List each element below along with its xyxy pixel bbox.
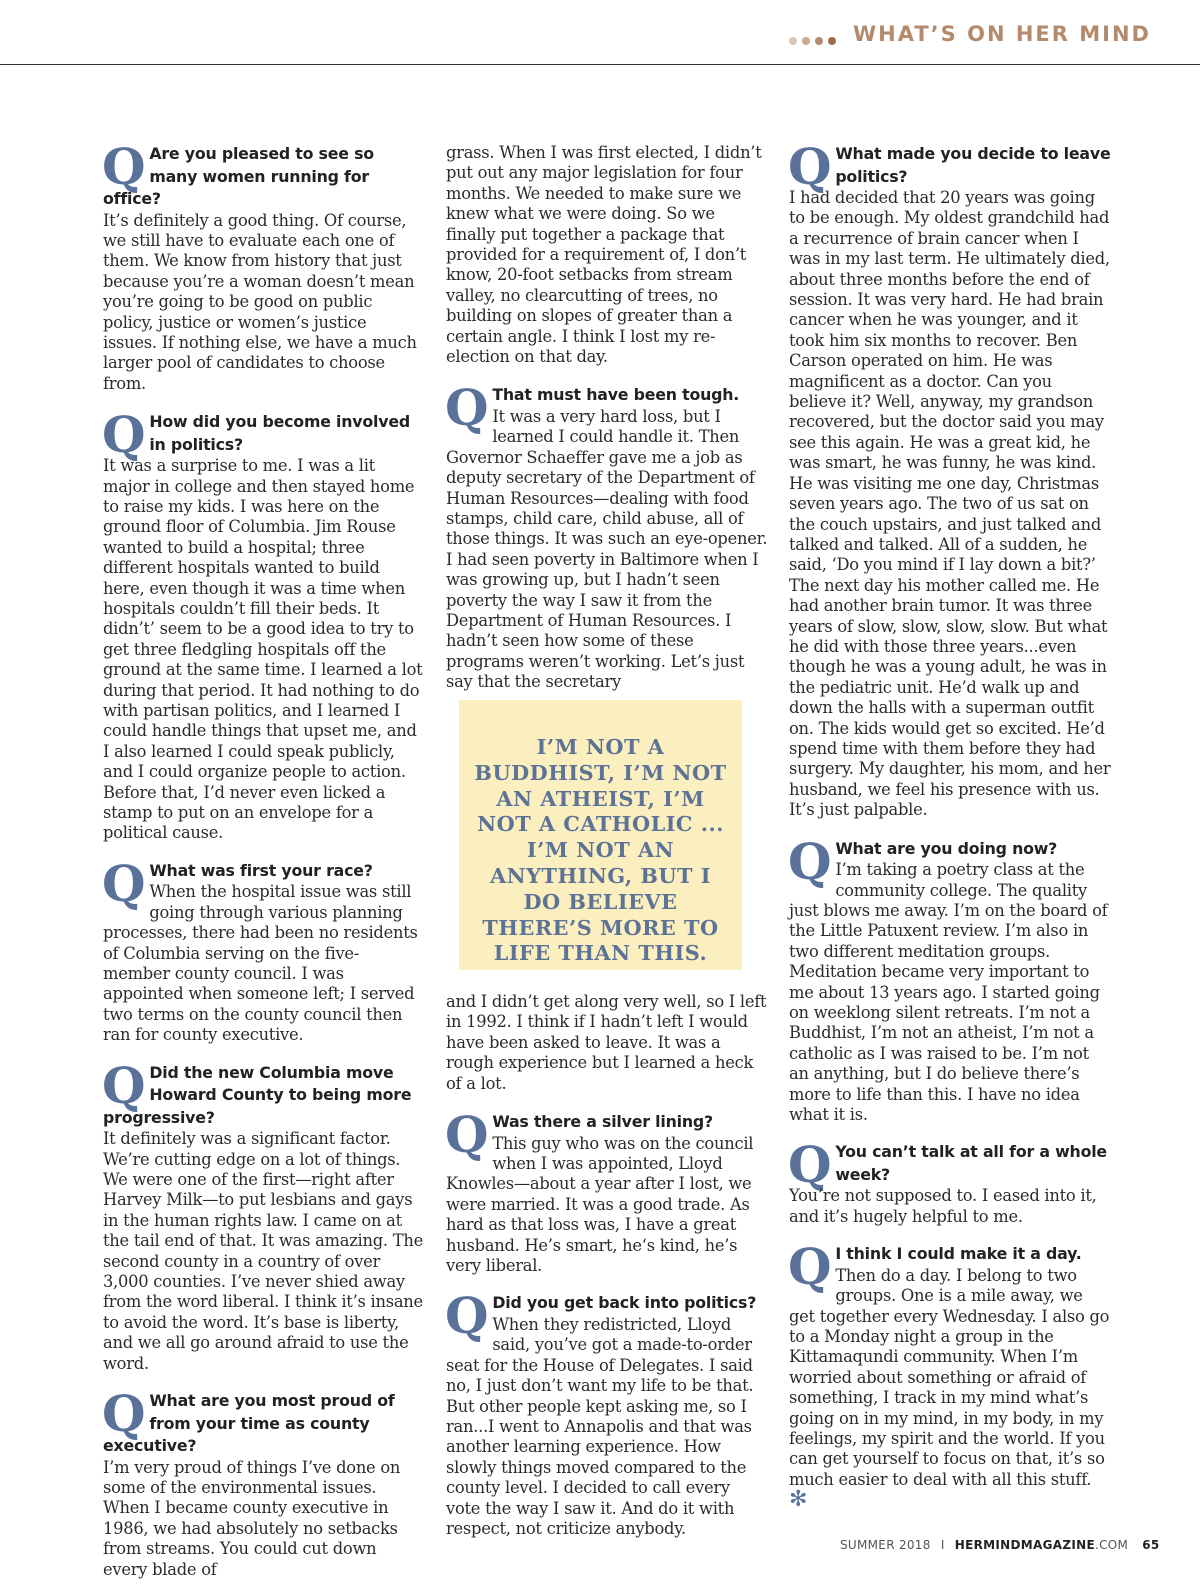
answer [789, 1266, 1111, 1512]
answer: When they redistricted, Lloyd said, you’ve got a made-to-order seat for the House of Delegates. I said no, I just don’t want my life to be that. But other people kept asking me, so I ran...I went to Annapolis and that was another learning experience. How slowly things moved compared to the county level. I decided to call every vote the way I saw it. And do it with respect, not criticize anybody. [446, 1314, 754, 1538]
qa-block [102, 1055, 425, 1374]
answer: I’m very proud of things I’ve done on some of the environmental issues. When I became county executive in 1986, we had absolutely no setbacks from streams. You could cut down every blade of [103, 1457, 401, 1579]
answer: You’re not supposed to. I eased into it, and it’s hugely helpful to me. [789, 1186, 1097, 1226]
question: Did the new Columbia move Howard County to being more progressive? [103, 1062, 412, 1127]
q-mark-icon: Q [445, 1105, 489, 1165]
qa-block [102, 137, 425, 394]
qa-block [102, 853, 425, 1046]
answer-text: Then do a day. I belong to two groups. One is a mile away, we get together every Wednesday. I also go to a Monday night a group in the Kittamaqundi community. When I’m worried about something or afraid of something, I track in my mind what’s going on in my mind, in my body, in my feelings, my spirit and the world. If you can get yourself to focus on that, it’s so much easier to deal with all this stuff. [789, 1265, 1110, 1489]
dot-icon [802, 37, 810, 45]
answer: I had decided that 20 years was going to be enough. My oldest grandchild had a recurrence of brain cancer when I was in my last term. He ultimately died, about three months before the end of session. It was very hard. He had brain cancer when he was younger, and it took him six months to recover. Ben Carson operated on him. He was magnificent as a doctor. Can you believe it? Well, anyway, my grandson recovered, but the doctor said you may see this again. He was a great kid, he was smart, he was funny, he was kind. He was visiting me one day, Christmas seven years ago. The two of us sat on the couch upstairs, and just talked and talked and talked. All of a sudden, he said, ‘Do you mind if I lay down a bit?’ The next day his mother called me. He had another brain tumor. It was three years of slow, slow, slow, slow. But what he did with those three years...even though he was a young adult, he was in the pediatric unit. He’d walk up and down the halls with a superman outfit on. The kids would get so excited. He’d spend time with them before they had surgery. My daughter, his mom, and her husband, we feel his presence with us. It’s just palpable. [789, 188, 1111, 820]
column-2-lower [446, 992, 768, 1539]
qa-block [102, 405, 425, 844]
q-mark-icon: Q [788, 137, 832, 196]
question: How did you become involved in politics? [149, 412, 410, 454]
question: I think I could make it a day. [835, 1244, 1082, 1264]
q-mark-icon: Q [102, 853, 146, 913]
issue-date: SUMMER 2018 [840, 1538, 931, 1552]
answer-continued: grass. When I was first elected, I didn’t put out any major legislation for four months. We needed to make sure we knew what we were doing. So we finally put together a package that provided for a requirement of, I don’t know, 20-foot setbacks from stream valley, no clearcutting of trees, no building on slopes of greater than a certain angle. I think I lost my re-election on that day. [446, 143, 762, 367]
q-mark-icon: Q [102, 1384, 146, 1443]
qa-block [445, 378, 768, 692]
question: That must have been tough. [492, 385, 740, 405]
q-mark-icon: Q [102, 137, 146, 196]
page-footer [840, 1538, 1160, 1552]
answer: It definitely was a significant factor. We’re cutting edge on a lot of things. We were one of the first—right after Harvey Milk—to put lesbians and gays in the human rights law. I came on at the tail end of that. It was amazing. The second county in a country of over 3,000 counties. I’ve never shied away from the word liberal. I think it’s insane to avoid the word. It’s base is liberty, and we all go around afraid to use the word. [103, 1129, 423, 1373]
column-2 [446, 143, 768, 693]
answer: It was a surprise to me. I was a lit major in college and then stayed home to raise my kids. I was here on the ground floor of Columbia. Jim Rouse wanted to build a hospital; three different hospitals wanted to build here, even though it was a time when hospitals couldn’t fill their beds. It didn’t’ seem to be a good idea to try to get three fledgling hospitals off the ground at the same time. I learned a lot during that period. It had nothing to do with partisan politics, and I learned I could handle things that upset me, and I also learned I could speak publicly, and I could organize people to action. Before that, I’d never even licked a stamp to put on an envelope for a political cause. [103, 456, 423, 843]
page-header [0, 0, 1200, 65]
site-name-bold: MAGAZINE [1020, 1538, 1095, 1552]
qa-block [102, 1384, 425, 1580]
qa-block [445, 1286, 768, 1539]
question: What made you decide to leave politics? [835, 144, 1111, 186]
q-mark-icon: Q [445, 1286, 489, 1346]
answer: It was a very hard loss, but I learned I could handle it. Then Governor Schaeffer gave me a job as deputy secretary of the Department of Human Resources—dealing with food stamps, child care, child abuse, all of those things. It was such an eye-opener. I had seen poverty in Baltimore when I was growing up, but I hadn’t seen poverty the way I saw it from the Department of Human Resources. I hadn’t seen how some of these programs weren’t working. Let’s just say that the secretary [446, 406, 768, 692]
footer-separator: I [940, 1538, 945, 1552]
site-tld: .COM [1094, 1538, 1129, 1552]
q-mark-icon: Q [788, 1135, 832, 1195]
decorative-dots [789, 30, 841, 42]
page-number: 65 [1142, 1538, 1160, 1552]
question: Did you get back into politics? [492, 1293, 757, 1313]
q-mark-icon: Q [788, 831, 832, 891]
site-name-part: HERMIND [954, 1538, 1021, 1552]
question: What are you doing now? [835, 838, 1058, 858]
q-mark-icon: Q [102, 1055, 146, 1115]
dot-icon [815, 37, 823, 45]
dot-icon [828, 37, 836, 45]
site-name [955, 1538, 1128, 1552]
question: What are you most proud of from your time as county executive? [103, 1391, 395, 1455]
answer: It’s definitely a good thing. Of course, we still have to evaluate each one of them. We know from history that just because you’re a woman doesn’t mean you’re going to be good on public policy, justice or women’s justice issues. If nothing else, we have a much larger pool of candidates to choose from. [103, 210, 417, 393]
question: Was there a silver lining? [492, 1112, 713, 1132]
column-3 [788, 137, 1111, 1513]
q-mark-icon: Q [445, 378, 489, 438]
answer-continued: and I didn’t get along very well, so I left in 1992. I think if I hadn’t left I would have been asked to leave. It was a rough experience but I learned a heck of a lot. [446, 992, 767, 1093]
q-mark-icon: Q [788, 1237, 832, 1297]
dot-icon [789, 37, 797, 45]
column-1 [102, 137, 425, 1580]
question: What was first your race? [149, 860, 373, 880]
answer: I’m taking a poetry class at the community college. The quality just blows me away. I’m on the board of the Little Patuxent review. I’m also in two different meditation groups. Meditation became very important to me about 13 years ago. I started going on weeklong silent retreats. I’m not a Buddhist, I’m not an atheist, I’m not a catholic as I was raised to be. I’m not an anything, but I do believe there’s more to life than this. I have no idea what it is. [789, 860, 1108, 1124]
qa-block [788, 1237, 1111, 1513]
question: Are you pleased to see so many women running for office? [103, 144, 374, 208]
end-mark-icon: ✻ [789, 1487, 808, 1513]
answer: This guy who was on the council when I was appointed, Lloyd Knowles—about a year after I lost, we were married. It was a good trade. As hard as that loss was, I have a great husband. He’s smart, he‘s kind, he’s very liberal. [446, 1133, 754, 1275]
qa-block [788, 137, 1111, 821]
qa-block [788, 831, 1111, 1126]
section-label: WHAT’S ON HER MIND [853, 22, 1151, 46]
q-mark-icon: Q [102, 405, 146, 465]
qa-block [788, 1135, 1111, 1227]
qa-block [445, 1105, 768, 1276]
pull-quote: I’M NOT A BUDDHIST, I’M NOT AN ATHEIST, I’M NOT A CATHOLIC ... I’M NOT AN ANYTHING, BUT I DO BELIEVE THERE’S MORE TO LIFE THAN THIS. [459, 700, 742, 970]
question: You can’t talk at all for a whole week? [835, 1142, 1107, 1184]
answer: When the hospital issue was still going through various planning processes, there had been no residents of Columbia serving on the five-member county council. I was appointed when someone left; I served two terms on the county council then ran for county executive. [103, 882, 418, 1045]
